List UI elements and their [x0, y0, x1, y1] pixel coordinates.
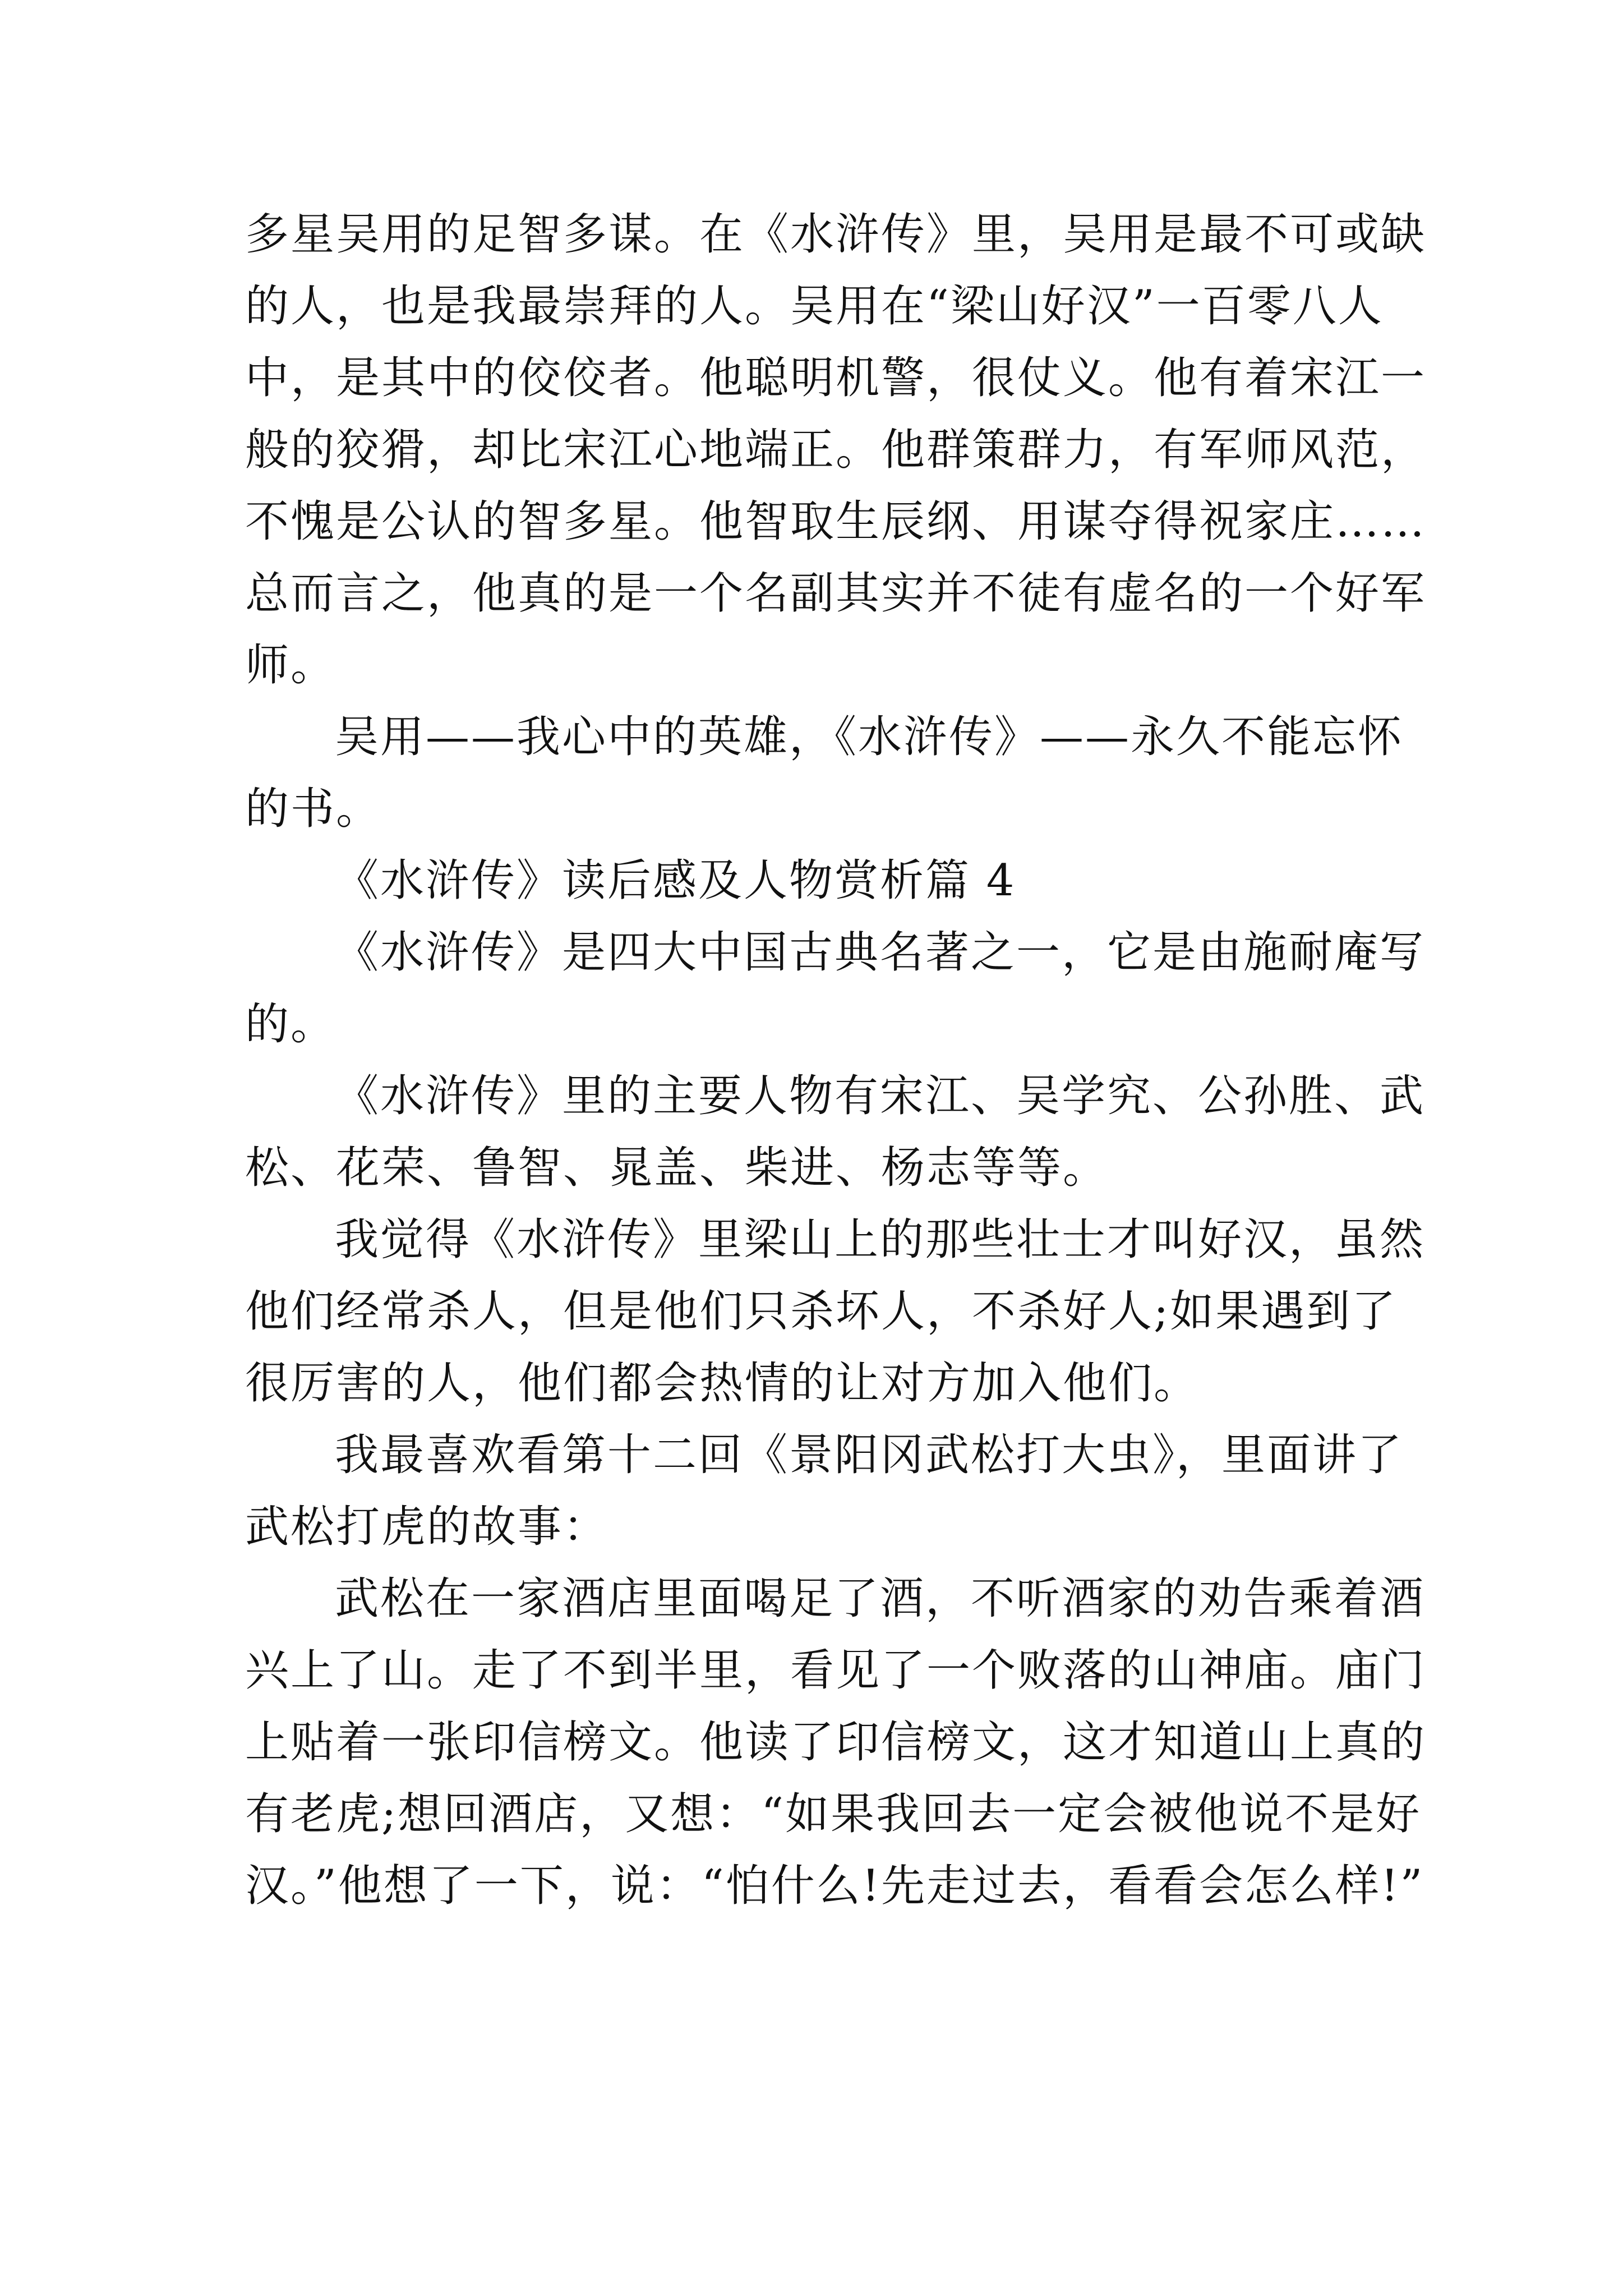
text-line: 的人，也是我最崇拜的人。吴用在“梁山好汉”一百零八人 [245, 281, 1384, 332]
text-line: 汉。”他想了一下，说：“怕什么!先走过去，看看会怎么样!” [245, 1861, 1424, 1911]
text-line: 吴用——我心中的英雄，《水浒传》——永久不能忘怀 [335, 712, 1404, 762]
text-line: 般的狡猾，却比宋江心地端正。他群策群力，有军师风范， [245, 425, 1427, 475]
text-line: 不愧是公认的智多星。他智取生辰纲、用谋夺得祝家庄…… [245, 496, 1427, 547]
section-heading: 《水浒传》读后感及人物赏析篇 4 [335, 855, 1016, 906]
text-line: 上贴着一张印信榜文。他读了印信榜文，这才知道山上真的 [245, 1717, 1427, 1768]
text-line: 他们经常杀人，但是他们只杀坏人，不杀好人;如果遇到了 [245, 1286, 1398, 1337]
text-line: 中，是其中的佼佼者。他聪明机警，很仗义。他有着宋江一 [245, 353, 1427, 403]
text-line: 兴上了山。走了不到半里，看见了一个败落的山神庙。庙门 [245, 1645, 1427, 1696]
text-line: 武松在一家酒店里面喝足了酒，不听酒家的劝告乘着酒 [335, 1573, 1426, 1624]
text-line: 有老虎;想回酒店，又想：“如果我回去一定会被他说不是好 [245, 1789, 1422, 1839]
text-line: 总而言之，他真的是一个名副其实并不徒有虚名的一个好军 [245, 568, 1427, 619]
text-line: 松、花荣、鲁智、晁盖、柴进、杨志等等。 [245, 1143, 1109, 1193]
text-line: 《水浒传》里的主要人物有宋江、吴学究、公孙胜、武 [335, 1071, 1426, 1121]
text-line: 师。 [245, 640, 336, 691]
text-line: 《水浒传》是四大中国古典名著之一，它是由施耐庵写 [335, 927, 1426, 978]
text-line: 的。 [245, 999, 336, 1050]
text-line: 武松打虎的故事： [245, 1502, 609, 1552]
text-line: 的书。 [245, 784, 382, 834]
text-line: 我最喜欢看第十二回《景阳冈武松打大虫》，里面讲了 [335, 1430, 1404, 1480]
text-line: 多星吴用的足智多谋。在《水浒传》里，吴用是最不可或缺 [245, 209, 1427, 260]
text-line: 我觉得《水浒传》里梁山上的那些壮士才叫好汉，虽然 [335, 1214, 1426, 1265]
text-line: 很厉害的人，他们都会热情的让对方加入他们。 [245, 1358, 1200, 1409]
document-body [245, 199, 1427, 1922]
